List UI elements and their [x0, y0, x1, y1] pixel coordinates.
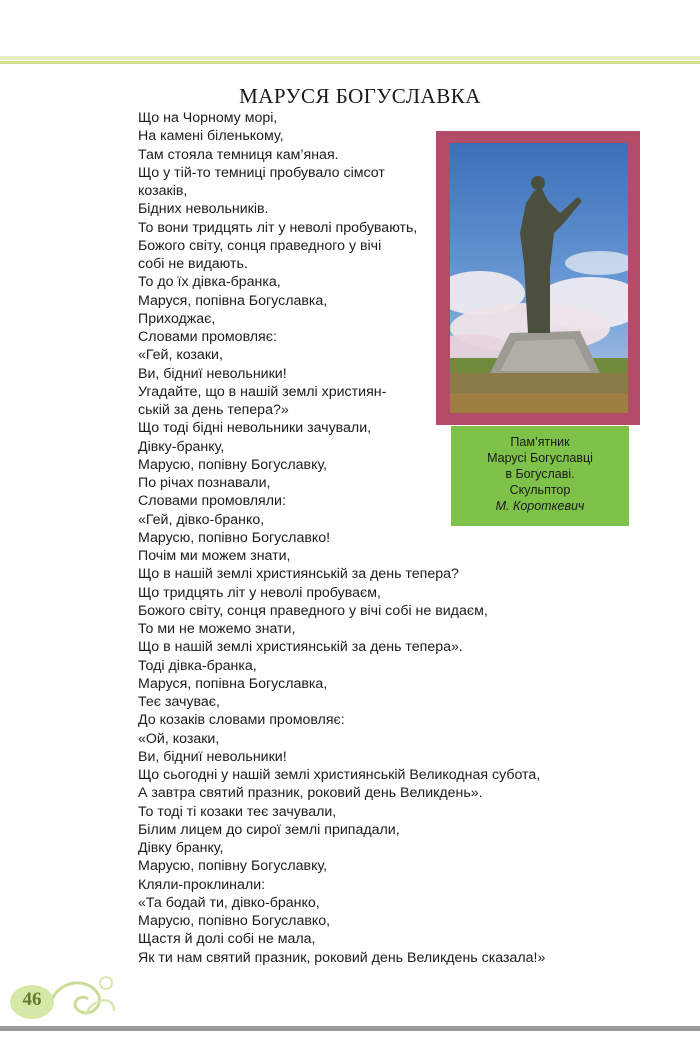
poem-line: На камені біленькому, — [138, 128, 284, 145]
caption-line: Скульптор — [509, 483, 571, 497]
poem-line: Що тридцять літ у неволі пробуваєм, — [138, 584, 381, 601]
page-title: МАРУСЯ БОГУСЛАВКА — [239, 84, 481, 108]
poem-line: Угадайте, що в нашій землі християн- — [138, 383, 387, 400]
caption-sculptor-name: М. Короткевич — [495, 499, 585, 513]
poem-line: Марусю, попівну Богуславку, — [138, 858, 328, 875]
poem-line: Білим лицем до сирої землі припадали, — [138, 821, 400, 838]
poem-line: «Гей, дівко-бранко, — [138, 511, 265, 528]
poem-line: Дівку-бранку, — [138, 438, 225, 455]
monument-image — [450, 143, 628, 413]
caption-line: Марусі Богуславці — [487, 451, 593, 465]
poem-line: Почім ми можем знати, — [138, 548, 291, 564]
poem-line: «Та бодай ти, дівко-бранко, — [138, 894, 320, 911]
poem-line: Маруся, попівна Богуславка, — [138, 675, 328, 692]
poem-line: То вони тридцять літ у неволі пробувають, — [138, 219, 418, 236]
poem-line: Теє зачуває, — [138, 694, 220, 710]
footer-rule — [0, 1026, 700, 1031]
caption-line: в Богуславі. — [505, 467, 575, 481]
poem-line: То до їх дівка-бранка, — [138, 274, 281, 291]
poem-line: По річах познавали, — [138, 475, 271, 491]
poem-line: То ми не можемо знати, — [138, 621, 296, 637]
poem-line: Словами промовляли: — [138, 493, 286, 510]
page-number: 46 — [22, 989, 42, 1010]
poem-line: Марусю, попівну Богуславку, — [138, 456, 328, 473]
poem-line: До козаків словами промовляє: — [138, 712, 345, 729]
poem-line: Словами промовляє: — [138, 329, 277, 345]
poem-line: козаків, — [138, 183, 188, 199]
poem-line: Тоді дівка-бранка, — [138, 657, 257, 674]
poem-line: Що у тій-то темниці пробувало сімсот — [138, 164, 385, 181]
photo-caption — [451, 426, 629, 526]
poem-line: Марусю, попівно Богуславко! — [138, 529, 331, 546]
poem-line: собі не видають. — [138, 256, 248, 272]
poem-line: Ви, бідниї невольники! — [138, 748, 287, 765]
poem-line: Там стояла темниця кам’яная. — [138, 146, 339, 163]
poem-line: Що на Чорному морі, — [138, 110, 278, 126]
poem-line: Маруся, попівна Богуславка, — [138, 292, 328, 309]
caption-line: Пам’ятник — [510, 435, 570, 449]
poem-line: Божого світу, сонця праведного у вічі — [138, 237, 382, 254]
poem-line: Кляли-проклинали: — [138, 876, 266, 893]
poem-line: Марусю, попівно Богуславко, — [138, 913, 331, 929]
poem-line: Ви, бідниї невольники! — [138, 365, 287, 382]
poem-line: Що тоді бідні невольники зачували, — [138, 420, 372, 437]
header-rule — [0, 61, 700, 64]
poem-line: А завтра святий празник, роковий день Великдень». — [138, 785, 483, 802]
poem-line: Божого світу, сонця праведного у вічі собі не видаєм, — [138, 602, 488, 619]
poem-line: Що в нашій землі християнській за день тепера? — [138, 566, 459, 583]
poem-line: Що в нашій землі християнській за день тепера». — [138, 639, 463, 656]
poem-line: То тоді ті козаки теє зачували, — [138, 803, 337, 820]
poem-line: ській за день тепера?» — [138, 402, 289, 418]
poem-line: Приходжає, — [138, 310, 216, 327]
poem-line: Дівку бранку, — [138, 840, 224, 856]
poem-line: «Гей, козаки, — [138, 347, 223, 364]
poem-line: «Ой, козаки, — [138, 730, 220, 747]
monument-photo — [450, 143, 628, 413]
poem-line: Бідних невольників. — [138, 201, 269, 218]
poem-line: Як ти нам святий празник, роковий день Великдень сказала!» — [138, 949, 546, 966]
poem-line: Що сьогодні у нашій землі християнській Великодная субота, — [138, 767, 541, 783]
poem-line: Щастя й долі собі не мала, — [138, 931, 316, 948]
header-rule-light — [0, 56, 700, 60]
